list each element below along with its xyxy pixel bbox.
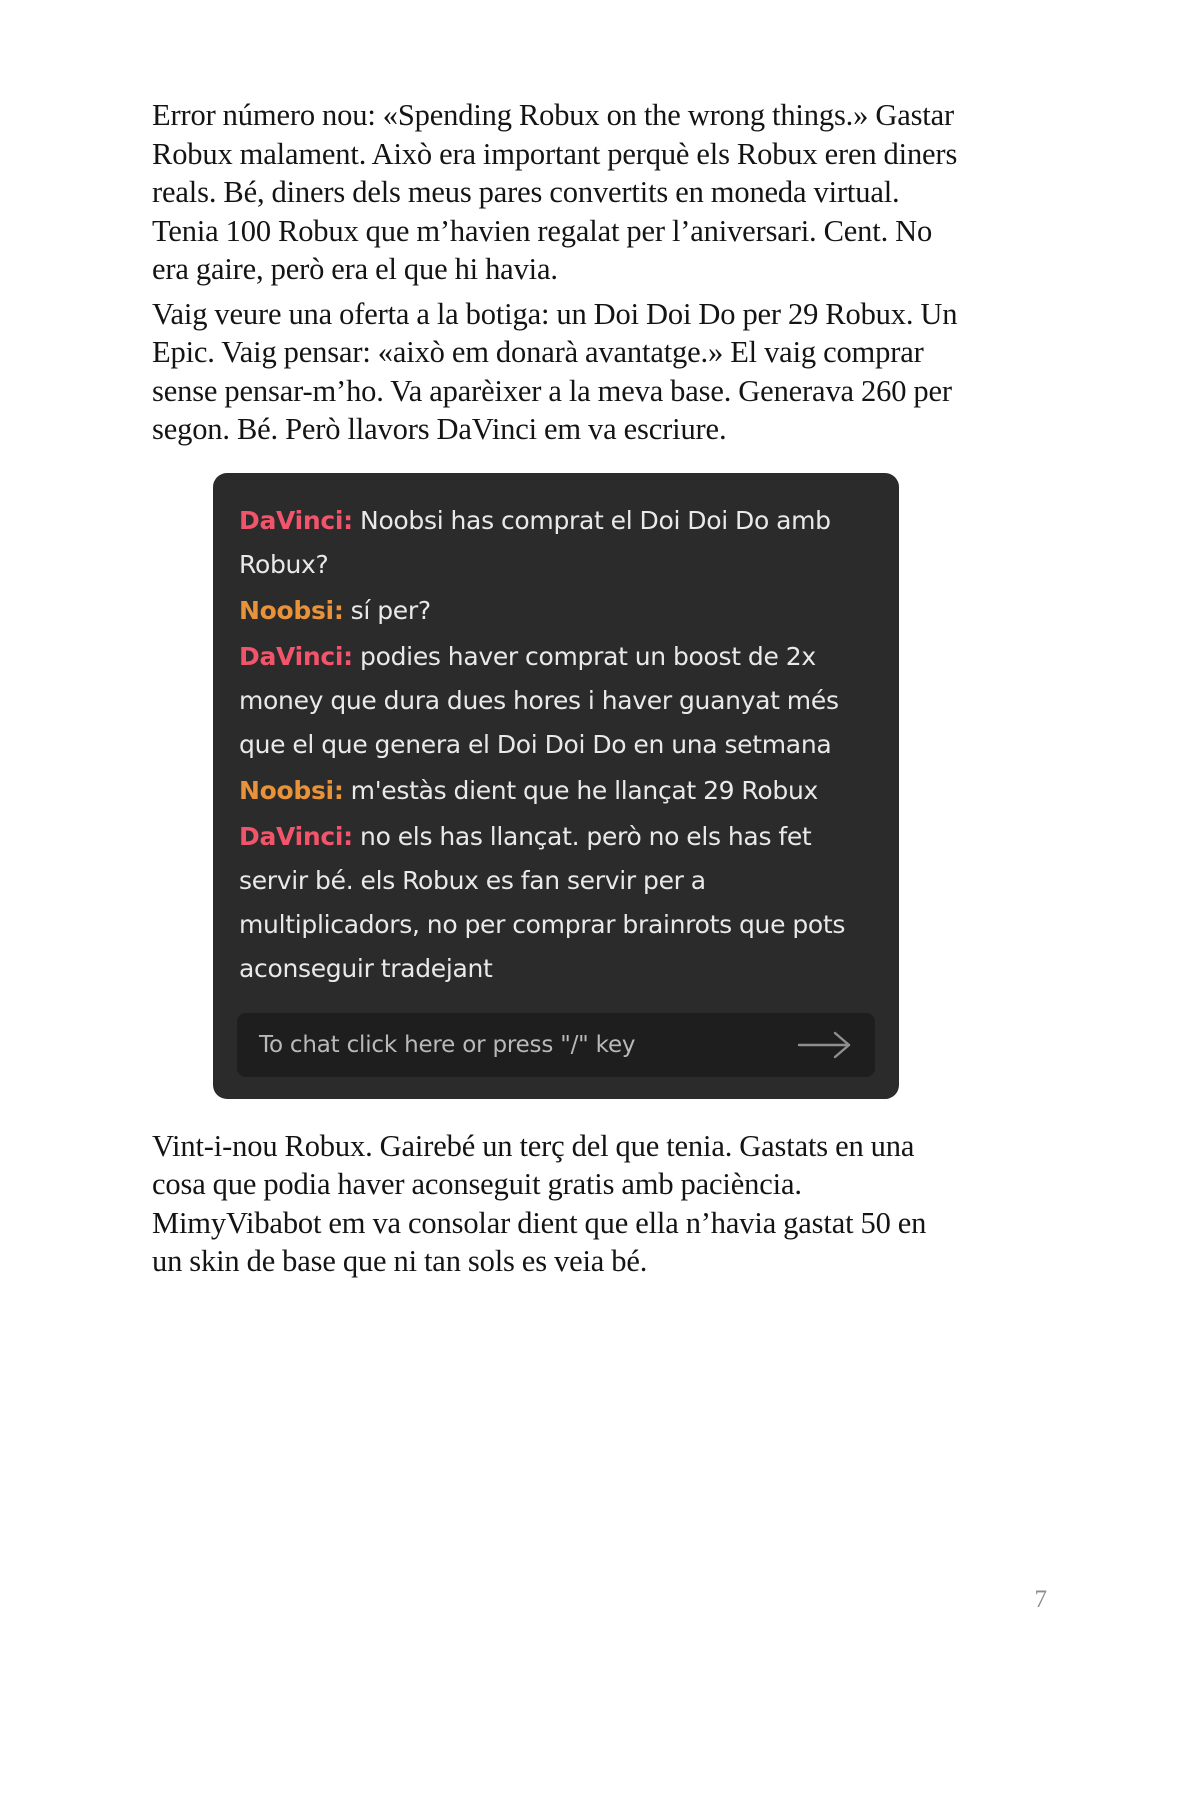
page-number: 7 xyxy=(1034,1586,1047,1613)
arrow-right-icon[interactable] xyxy=(797,1030,853,1060)
chat-message xyxy=(239,769,873,813)
paragraph-1: Error número nou: «Spending Robux on the wrong things.» Gastar Robux malament. Això era important perquè els Robux eren diners reals. Bé, diners dels meus pares convertits en moneda virtual. Tenia 100 Robux que m’havien regalat per l’aniversari. Cent. No era gaire, però era el que hi havia. xyxy=(152,98,958,286)
chat-message-text: sí per? xyxy=(343,595,431,625)
chat-message-text: m'estàs dient que he llançat 29 Robux xyxy=(343,775,818,805)
chat-message xyxy=(239,815,873,991)
game-chat-panel xyxy=(213,473,899,1099)
chat-message-text: no els has llançat. però no els has fet servir bé. els Robux es fan servir per a multiplicadors, no per comprar brainrots que pots aconseguir tradejant xyxy=(239,821,846,983)
chat-message xyxy=(239,589,873,633)
chat-message xyxy=(239,499,873,587)
chat-message-text: podies haver comprat un boost de 2x money que dura dues hores i haver guanyat més que el que genera el Doi Doi Do en una setmana xyxy=(239,641,839,759)
paragraph-3: Vint-i-nou Robux. Gairebé un terç del que tenia. Gastats en una cosa que podia haver aconseguit gratis amb paciència. MimyVibabot em va consolar dient que ella n’havia gastat 50 en un skin de base que ni tan sols es veia bé. xyxy=(152,1128,927,1278)
chat-speaker-noobsi: Noobsi: xyxy=(239,775,344,805)
chat-message xyxy=(239,635,873,767)
chat-input-bar[interactable] xyxy=(237,1013,875,1077)
chat-input-placeholder[interactable]: To chat click here or press "/" key xyxy=(259,1031,636,1058)
chat-speaker-davinci: DaVinci: xyxy=(239,821,353,851)
paragraph-2: Vaig veure una oferta a la botiga: un Doi Doi Do per 29 Robux. Un Epic. Vaig pensar: «això em donarà avantatge.» El vaig comprar sense pensar-m’ho. Va aparèixer a la meva base. Generava 260 per segon. Bé. Però llavors DaVinci em va escriure. xyxy=(152,296,958,446)
chat-speaker-davinci: DaVinci: xyxy=(239,505,353,535)
chat-message-list xyxy=(237,499,875,991)
chat-message-text: Noobsi has comprat el Doi Doi Do amb Robux? xyxy=(239,505,831,579)
chat-speaker-davinci: DaVinci: xyxy=(239,641,353,671)
page-content xyxy=(152,96,960,1287)
chat-screenshot-figure xyxy=(152,473,960,1099)
chat-speaker-noobsi: Noobsi: xyxy=(239,595,344,625)
